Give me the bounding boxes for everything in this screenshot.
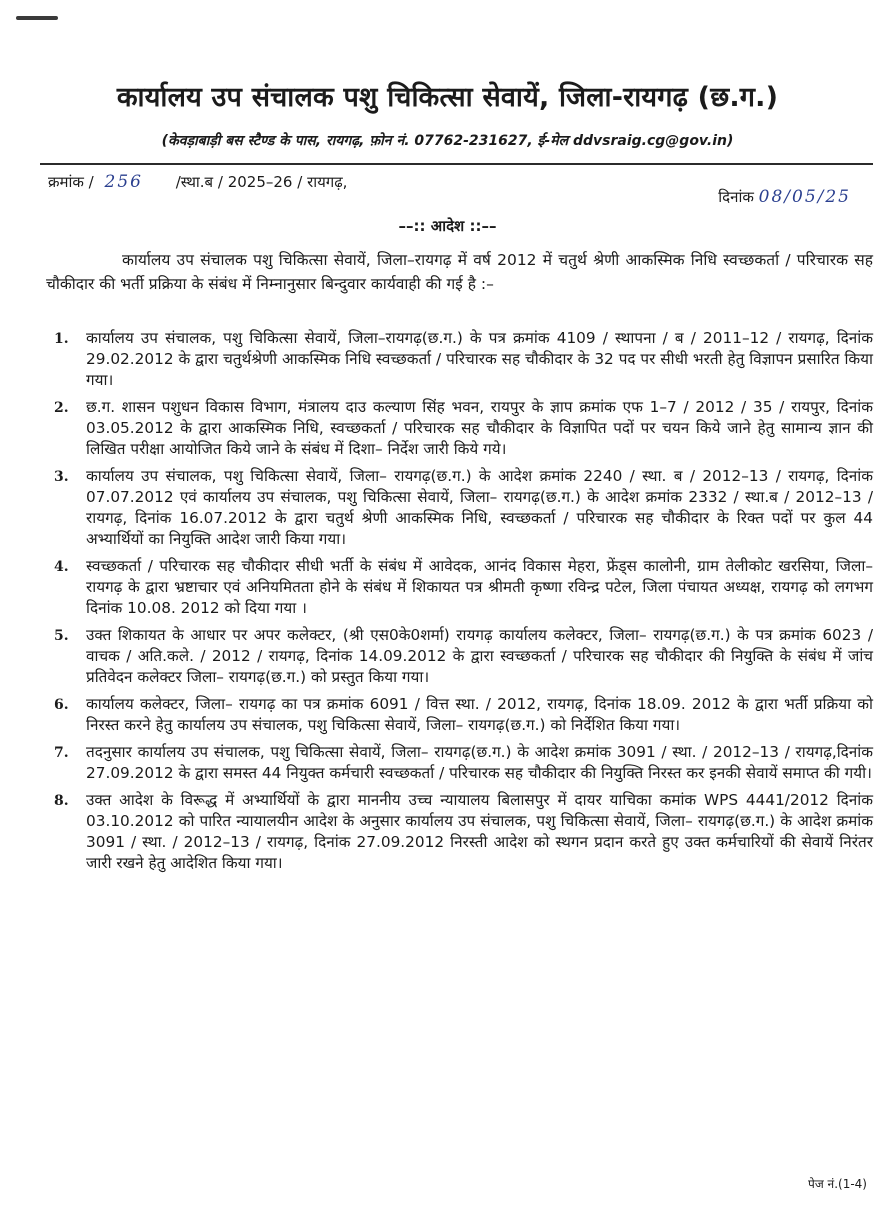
point-text: स्वच्छकर्ता / परिचारक सह चौकीदार सीधी भर्ती के संबंध में आवेदक, आनंद विकास मेहरा, फ्रेंड्स कालोनी, ग्राम तेलीकोट खरसिया, जिला– रायगढ़ के द्वारा भ्रष्टाचार एवं अनियमितता होने के संबंध में शिकायत पत्र श्रीमती कृष्णा रविन्द्र पटेल, जिला पंचायत अध्यक्ष, रायगढ़ को लगभग दिनांक 10.08. 2012 को दिया गया । — [86, 557, 873, 617]
point-text: कार्यालय उप संचालक, पशु चिकित्सा सेवायें, जिला– रायगढ़(छ.ग.) के आदेश क्रमांक 2240 / स्था. ब / 2012–13 / रायगढ़, दिनांक 07.07.2012 एवं कार्यालय उप संचालक, पशु चिकित्सा सेवायें, जिला– रायगढ़(छ.ग.) के आदेश क्रमांक 2332 / स्था.ब / 2012–13 / रायगढ़, दिनांक 16.07.2012 के द्वारा चतुर्थ श्रेणी आकस्मिक निधि, स्वच्छकर्ता / परिचारक सह चौकीदार के रिक्त पदों पर कुल 44 अभ्यार्थियों का नियुक्ति आदेश जारी किया गया। — [86, 467, 873, 548]
point-number: 3. — [54, 469, 69, 485]
date-line — [718, 187, 851, 207]
scan-mark — [16, 16, 58, 20]
list-item — [40, 625, 873, 688]
point-number: 4. — [54, 559, 69, 575]
point-text: छ.ग. शासन पशुधन विकास विभाग, मंत्रालय दाउ कल्याण सिंह भवन, रायपुर के ज्ञाप क्रमांक एफ 1–7 / 2012 / 35 / रायपुर, दिनांक 03.05.2012 के द्वारा आकस्मिक निधि, स्वच्छकर्ता / परिचारक सह चौकीदार के विज्ञापित पदों पर चयन किये जाने हेतु सामान्य ज्ञान की लिखित परीक्षा आयोजित किये जाने के संबंध में दिशा– निर्देश जारी किये गये। — [86, 398, 873, 458]
point-number: 1. — [54, 331, 69, 347]
reference-label: क्रमांक / — [48, 173, 94, 191]
list-item — [40, 466, 873, 550]
page-number: पेज नं.(1-4) — [808, 1177, 867, 1191]
point-number: 6. — [54, 697, 69, 713]
point-text: कार्यालय उप संचालक, पशु चिकित्सा सेवायें, जिला–रायगढ़(छ.ग.) के पत्र क्रमांक 4109 / स्थापना / ब / 2011–12 / रायगढ़, दिनांक 29.02.2012 के द्वारा चतुर्थश्रेणी आकस्मिक निधि स्वच्छकर्ता / परिचारक सह चौकीदार के 32 पद पर सीधी भरती हेतु विज्ञापन प्रसारित किया गया। — [86, 329, 873, 389]
office-title: कार्यालय उप संचालक पशु चिकित्सा सेवायें, जिला-रायगढ़ (छ.ग.) — [116, 82, 779, 113]
points-list — [40, 328, 873, 880]
reference-line — [48, 172, 347, 192]
intro-paragraph: कार्यालय उप संचालक पशु चिकित्सा सेवायें, जिला–रायगढ़ में वर्ष 2012 में चतुर्थ श्रेणी आकस्मिक निधि स्वच्छकर्ता / परिचारक सह चौकीदार की भर्ती प्रक्रिया के संबंध में निम्नानुसार बिन्दुवार कार्यवाही की गई है :– — [46, 251, 873, 293]
date-label: दिनांक — [718, 188, 754, 206]
point-text: उक्त आदेश के विरूद्ध में अभ्यार्थियों के द्वारा माननीय उच्च न्यायालय बिलासपुर में दायर याचिका कमांक WPS 4441/2012 दिनांक 03.10.2012 को पारित न्यायालयीन आदेश के अनुसार कार्यालय उप संचालक, पशु चिकित्सा सेवायें, जिला– रायगढ़(छ.ग.) के आदेश क्रमांक 3091 / स्था. / 2012–13 / रायगढ़, दिनांक 27.09.2012 निरस्ती आदेश को स्थगन प्रदान करते हुए उक्त कर्मचारियों की सेवायें निरंतर जारी रखने हेतु आदेशित किया गया। — [86, 791, 873, 872]
reference-suffix: /स्था.ब / 2025–26 / रायगढ़, — [175, 173, 348, 191]
point-text: तदनुसार कार्यालय उप संचालक, पशु चिकित्सा सेवायें, जिला– रायगढ़(छ.ग.) के आदेश क्रमांक 3091 / स्था. / 2012–13 / रायगढ़,दिनांक 27.09.2012 के द्वारा समस्त 44 नियुक्त कर्मचारी स्वच्छकर्ता / परिचारक सह चौकीदार की नियुक्ति निरस्त कर इनकी सेवायें समाप्त की गयी। — [86, 743, 873, 782]
order-heading: ––:: आदेश ::–– — [398, 217, 497, 235]
point-number: 5. — [54, 628, 69, 644]
list-item — [40, 694, 873, 736]
point-text: कार्यालय कलेक्टर, जिला– रायगढ़ का पत्र क्रमांक 6091 / वित्त स्था. / 2012, रायगढ़, दिनांक 18.09. 2012 के द्वारा भर्ती प्रक्रिया को निरस्त करने हेतु कार्यालय उप संचालक, पशु चिकित्सा सेवायें, जिला– रायगढ़(छ.ग.) को निर्देशित किया गया। — [86, 695, 873, 734]
date-value: 08/05/25 — [758, 187, 851, 207]
list-item — [40, 742, 873, 784]
point-number: 8. — [54, 793, 69, 809]
point-text: उक्त शिकायत के आधार पर अपर कलेक्टर, (श्री एस0के0शर्मा) रायगढ़ कार्यालय कलेक्टर, जिला– रायगढ़(छ.ग.) के पत्र क्रमांक 6023 / वाचक / अति.कले. / 2012 / रायगढ़, दिनांक 14.09.2012 के द्वारा स्वच्छकर्ता / परिचारक सह चौकीदार की नियुक्ति के संबंध में जांच प्रतिवेदन कलेक्टर जिला– रायगढ़(छ.ग.) को प्रस्तुत किया गया। — [86, 626, 873, 686]
point-number: 2. — [54, 400, 69, 416]
reference-number: 256 — [104, 172, 143, 192]
list-item — [40, 397, 873, 460]
list-item — [40, 328, 873, 391]
point-number: 7. — [54, 745, 69, 761]
header-divider — [40, 163, 873, 165]
list-item — [40, 790, 873, 874]
list-item — [40, 556, 873, 619]
office-address: (केवड़ाबाड़ी बस स्टैण्ड के पास, रायगढ़, फ़ोन नं. 07762-231627, ई-मेल ddvsraig.cg@gov.in) — [161, 133, 734, 149]
